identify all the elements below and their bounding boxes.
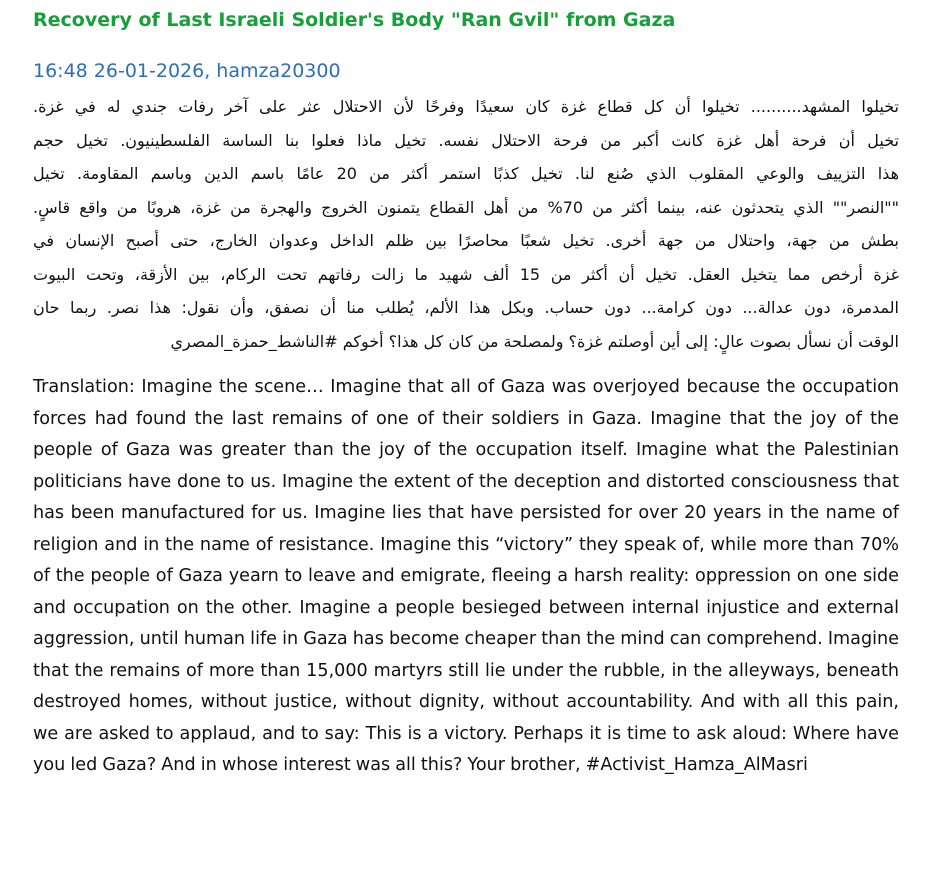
arabic-line: بطش من جهة، واحتلال من جهة أخرى. تخيل شعبًا محاصرًا بين ظلم الداخل وعدوان الخارج، حتى أصبح الإنسان في [33,231,899,250]
post-timestamp-author: 16:48 26-01-2026, hamza20300 [33,60,341,82]
arabic-body [33,90,899,358]
arabic-line: الوقت أن نسأل بصوت عالٍ: إلى أين أوصلتم غزة؟ ولمصلحة من كان كل هذا؟ أخوكم #الناشط_حمزة_المصري [170,331,899,351]
arabic-line: المدمرة، دون عدالة... دون كرامة... دون حساب. وبكل هذا الألم، يُطلب منا أن نصفق، وأن نقول: هذا نصر. ربما حان [33,298,899,317]
arabic-line: هذا التزييف والوعي المقلوب الذي صُنع لنا. تخيل كذبًا استمر أكثر من 20 عامًا باسم الدين وباسم المقاومة. تخيل [33,164,899,183]
arabic-line: تخيلوا المشهد.......... تخيلوا أن كل قطاع غزة كان سعيدًا وفرحًا لأن الاحتلال عثر على آخر رفات جندي له في غزة. [33,97,899,116]
arabic-line: تخيل أن فرحة أهل غزة كانت أكبر من فرحة الاحتلال نفسه. تخيل ماذا فعلوا بنا الساسة الفلسطينيون. تخيل حجم [33,130,899,150]
translation-body: Translation: Imagine the scene… Imagine that all of Gaza was overjoyed because the occupation forces had found the last remains of one of their soldiers in Gaza. Imagine that the joy of the people of Gaza was greater than the joy of the occupation itself. Imagine what the Palestinian politicians have done to us. Imagine the extent of the deception and distorted consciousness that has been manufactured for us. Imagine lies that have persisted for over 20 years in the name of religion and in the name of resistance. Imagine this “victory” they speak of, while more than 70% of the people of Gaza yearn to leave and emigrate, fleeing a harsh reality: oppression on one side and occupation on the other. Imagine a people besieged between internal injustice and external aggression, until human life in Gaza has become cheaper than the mind can comprehend. Imagine that the remains of more than 15,000 martyrs still lie under the rubble, in the alleyways, beneath destroyed homes, without justice, without dignity, without accountability. And with all this pain, we are asked to applaud, and to say: This is a victory. Perhaps it is time to ask aloud: Where have you led Gaza? And in whose interest was all this? Your brother, #Activist_Hamza_AlMasri [33,377,899,775]
arabic-line: غزة أرخص مما يتخيل العقل. تخيل أن أكثر من 15 ألف شهيد ما زالت رفاتهم تحت الركام، بين الأزقة، وتحت البيوت [33,264,899,284]
post-title: Recovery of Last Israeli Soldier's Body "Ran Gvil" from Gaza [33,9,676,31]
arabic-line: ""النصر"" الذي يتحدثون عنه، بينما أكثر من 70% من أهل القطاع يتمنون الخروج والهجرة من غزة، هروبًا من واقع قاسٍ. [33,197,899,217]
